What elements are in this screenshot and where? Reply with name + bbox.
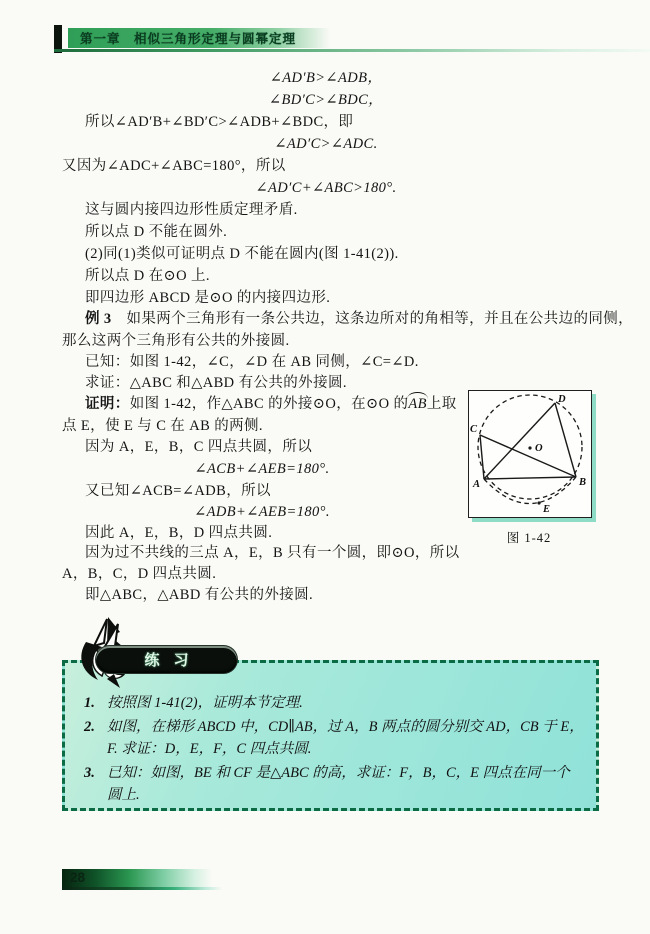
exercise-item-3 bbox=[84, 762, 584, 807]
exercise-title: 练习 bbox=[144, 652, 203, 669]
text-line: 那么这两个三角形有公共的外接圆. bbox=[62, 333, 290, 349]
figure-1-42-drawing bbox=[469, 391, 589, 514]
exercise-item-2-number: 2. bbox=[84, 718, 95, 735]
segment-DB bbox=[555, 403, 576, 477]
text-line: 又已知∠ACB=∠ADB，所以 bbox=[85, 483, 271, 499]
label-A: A bbox=[473, 479, 481, 490]
segment-AB bbox=[484, 477, 576, 479]
example-3-heading-line bbox=[62, 309, 634, 329]
label-C: C bbox=[470, 424, 478, 435]
proof-text-post: 上取 bbox=[426, 396, 457, 412]
chapter-title: 第一章 相似三角形定理与圆幂定理 bbox=[80, 32, 297, 46]
exercise-item-1-number: 1. bbox=[84, 695, 95, 711]
text-line: 已知：如图 1-42，∠C，∠D 在 AB 同侧，∠C=∠D. bbox=[85, 354, 419, 370]
text-line: 又因为∠ADC+∠ABC=180°，所以 bbox=[62, 158, 286, 174]
exercise-item-3-number: 3. bbox=[84, 764, 95, 781]
label-D: D bbox=[558, 394, 566, 405]
arc-ab-notation: AB bbox=[408, 396, 427, 412]
text-line: 因为过不共线的三点 A，E，B 只有一个圆，即⊙O，所以 bbox=[85, 545, 460, 561]
label-O: O bbox=[535, 443, 543, 454]
text-line: 点 E，使 E 与 C 在 AB 的两侧. bbox=[62, 418, 263, 434]
segment-CA bbox=[480, 435, 484, 479]
point-E bbox=[537, 501, 540, 504]
page-number-bar bbox=[62, 869, 212, 887]
exercise-item-1-text: 按照图 1-41(2)，证明本节定理. bbox=[107, 695, 303, 711]
text-line: ∠ADB+∠AEB=180°. bbox=[194, 504, 330, 520]
example-3-label: 例 3 bbox=[85, 311, 112, 327]
text-line: ∠AD′C+∠ABC>180°. bbox=[255, 180, 397, 196]
text-line: 所以点 D 在⊙O 上. bbox=[85, 268, 210, 284]
exercise-item-2-text: 如图，在梯形 ABCD 中，CD∥AB，过 A，B 两点的圆分别交 AD，CB 于 E，F. 求证：D，E，F，C 四点共圆. bbox=[107, 718, 584, 757]
text-line: ∠BD′C>∠BDC， bbox=[268, 92, 384, 108]
exercise-header-pill bbox=[96, 646, 237, 673]
page-number: 28 bbox=[70, 870, 86, 885]
exercise-item-3-text: 已知：如图，BE 和 CF 是△ABC 的高，求证：F，B，C，E 四点在同一个圆上. bbox=[107, 764, 570, 803]
proof-text-pre: 如图 1-42，作△ABC 的外接⊙O，在⊙O 的 bbox=[129, 396, 409, 412]
text-line: 求证：△ABC 和△ABD 有公共的外接圆. bbox=[85, 375, 347, 391]
exercise-item-1 bbox=[84, 692, 584, 715]
text-line: 这与圆内接四边形性质定理矛盾. bbox=[85, 202, 298, 218]
point-O bbox=[528, 446, 531, 449]
label-B: B bbox=[579, 477, 587, 488]
page-number-underline bbox=[62, 887, 222, 890]
text-line: 因此 A，E，B，D 四点共圆. bbox=[85, 525, 273, 541]
chapter-header-band bbox=[68, 28, 330, 48]
proof-label: 证明： bbox=[85, 396, 130, 412]
text-line: ∠AD′C>∠ADC. bbox=[274, 136, 378, 152]
figure-caption: 图 1-42 bbox=[506, 531, 552, 545]
exercise-item-2 bbox=[84, 716, 584, 761]
label-E: E bbox=[543, 504, 551, 514]
text-line: A，B，C，D 四点共圆. bbox=[62, 566, 217, 582]
example-3-text: 如果两个三角形有一条公共边，这条边所对的角相等，并且在公共边的同侧， bbox=[111, 311, 634, 327]
text-line: 所以∠AD′B+∠BD′C>∠ADB+∠BDC，即 bbox=[85, 114, 354, 130]
text-line: ∠AD′B>∠ADB， bbox=[269, 70, 383, 86]
text-line: 所以点 D 不能在圆外. bbox=[85, 224, 228, 240]
figure-1-42 bbox=[468, 390, 592, 518]
exercise-list bbox=[84, 692, 584, 808]
text-line: 即△ABC，△ABD 有公共的外接圆. bbox=[85, 587, 314, 603]
segment-CB bbox=[480, 435, 576, 477]
text-line: 即四边形 ABCD 是⊙O 的内接四边形. bbox=[85, 290, 331, 306]
text-line: 因为 A，E，B，C 四点共圆，所以 bbox=[85, 439, 313, 455]
chapter-header-rule bbox=[54, 49, 650, 52]
text-line: (2)同(1)类似可证明点 D 不能在圆内(图 1-41(2)). bbox=[85, 246, 399, 262]
text-line: ∠ACB+∠AEB=180°. bbox=[194, 461, 330, 477]
